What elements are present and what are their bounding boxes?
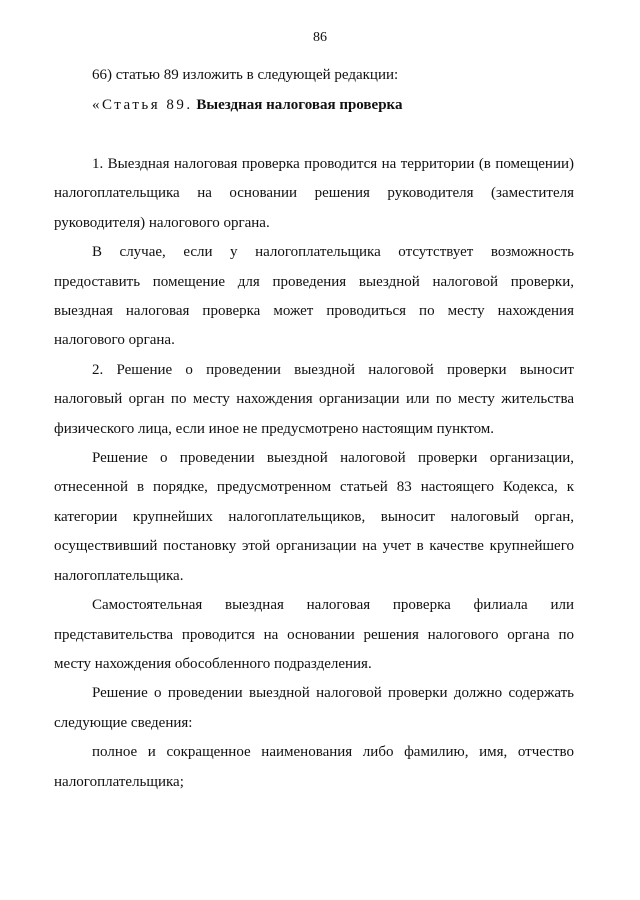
paragraph-2: В случае, если у налогоплательщика отсутствует возможность предоставить помещение для проведения выездной налоговой проверки, выездная налоговая проверка может проводиться по месту нахождения налогового органа. [54,244,574,349]
paragraph-5: Самостоятельная выездная налоговая проверка филиала или представительства проводится на основании решения налогового органа по месту нахождения обособленного подразделения. [54,597,574,672]
paragraph-1: 1. Выездная налоговая проверка проводится на территории (в помещении) налогоплательщика на основании решения руководителя (заместителя руководителя) налогового органа. [54,156,574,231]
amendment-intro: 66) статью 89 изложить в следующей редакции: [92,67,399,83]
heading-spacer [54,120,574,150]
paragraph-7: полное и сокращенное наименования либо фамилию, имя, отчество налогоплательщика; [54,744,574,790]
page-number: 86 [313,30,327,45]
paragraph-4: Решение о проведении выездной налоговой проверки организации, отнесенной в порядке, предусмотренном статьей 83 настоящего Кодекса, к категории крупнейших налогоплательщиков, выносит налоговый орган, осуществивший постановку этой организации на учет в качестве крупнейшего налогоплательщика. [54,450,574,584]
paragraph-3: 2. Решение о проведении выездной налоговой проверки выносит налоговый орган по месту нахождения организации или по месту жительства физического лица, если иное не предусмотрено настоящим пунктом. [54,361,574,437]
paragraph-6: Решение о проведении выездной налоговой проверки должно содержать следующие сведения: [54,685,574,731]
article-heading [54,90,574,120]
article-title: Выездная налоговая проверка [196,97,403,113]
document-body [54,60,574,797]
article-number: «Статья 89. [92,97,193,113]
